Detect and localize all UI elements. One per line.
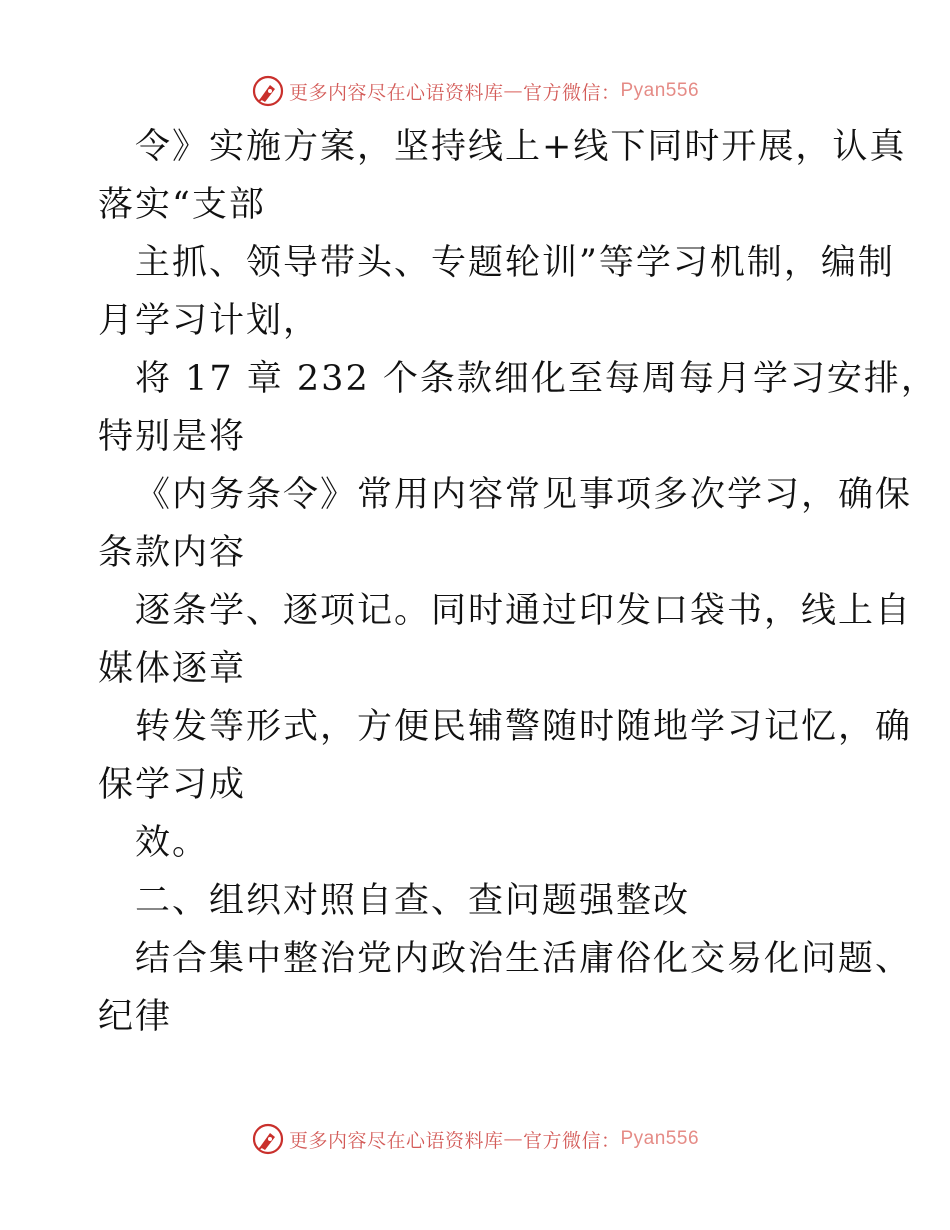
separator-dash: — <box>503 1128 523 1150</box>
wechat-account: Pyan556 <box>620 1128 700 1149</box>
text-line: 效。 <box>135 823 210 863</box>
text-line: 令》实施方案，坚持线上+线下同时开展，认真 <box>135 127 907 167</box>
pen-nib-logo-icon <box>251 1122 285 1156</box>
official-wechat-label: 官方微信： <box>522 81 621 104</box>
pen-nib-logo-icon <box>251 74 285 108</box>
text-line: 月学习计划， <box>98 301 321 341</box>
text-line: 特别是将 <box>98 417 247 457</box>
header-banner <box>0 71 950 111</box>
text-line: 主抓、领导带头、专题轮训”等学习机制，编制 <box>135 243 895 283</box>
brand-text: 更多内容尽在心语资料库 <box>288 81 504 104</box>
document-body <box>98 118 938 1046</box>
text-line: 转发等形式，方便民辅警随时随地学习记忆，确 <box>135 707 913 747</box>
text-line: 《内务条令》常用内容常见事项多次学习，确保 <box>135 475 913 515</box>
text-line: 将 17 章 232 个条款细化至每周每月学习安排， <box>135 359 938 399</box>
text-line: 条款内容 <box>98 533 247 573</box>
official-wechat-label: 官方微信： <box>522 1129 621 1152</box>
text-line: 纪律 <box>98 997 173 1037</box>
text-line: 保学习成 <box>98 765 247 805</box>
section-heading: 二、组织对照自查、查问题强整改 <box>135 881 691 921</box>
text-line: 落实“支部 <box>98 185 266 225</box>
text-line: 媒体逐章 <box>98 649 247 689</box>
brand-text: 更多内容尽在心语资料库 <box>288 1129 504 1152</box>
separator-dash: — <box>503 80 523 102</box>
wechat-account: Pyan556 <box>620 80 700 101</box>
text-line: 逐条学、逐项记。同时通过印发口袋书，线上自 <box>135 591 913 631</box>
text-line: 结合集中整治党内政治生活庸俗化交易化问题、 <box>135 939 913 979</box>
footer-banner <box>0 1119 950 1159</box>
